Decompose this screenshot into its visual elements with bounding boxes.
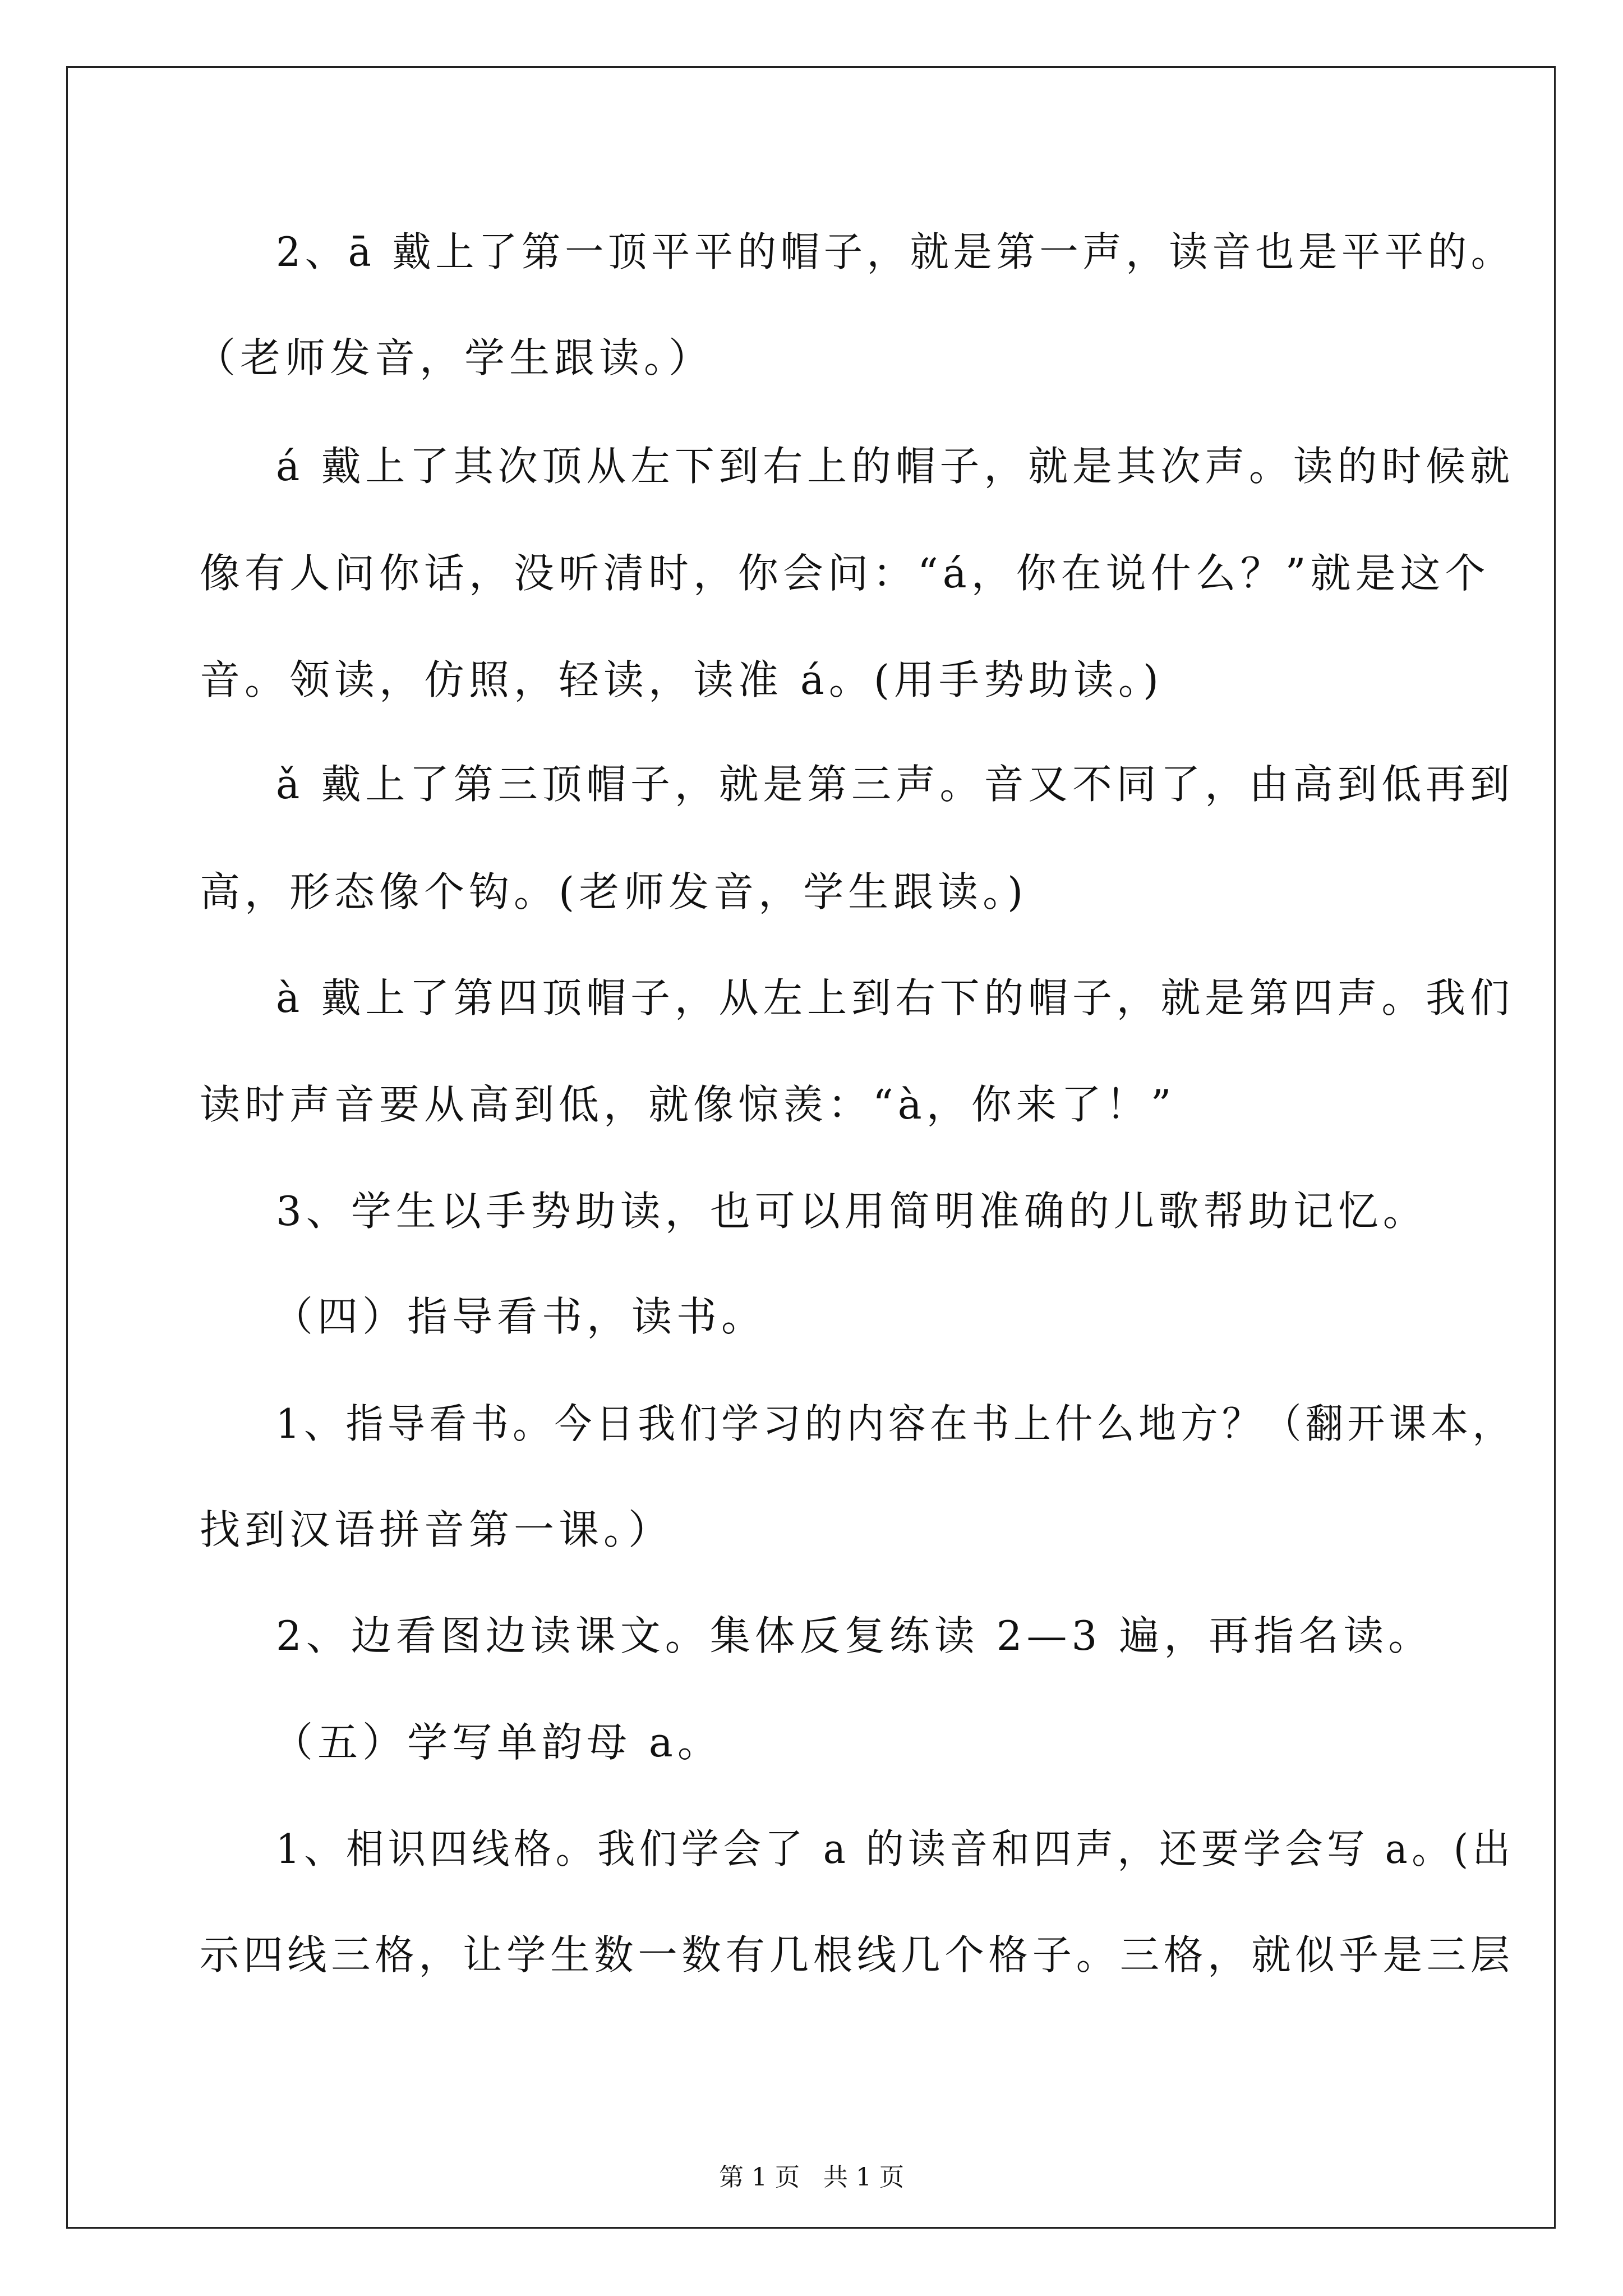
text-line-12: 1、指导看书。今日我们学习的内容在书上什么地方？（翻开课本， <box>276 1400 1514 1447</box>
page-footer <box>0 2157 1623 2193</box>
text-line-15: （五）学写单韵母 a。 <box>273 1719 722 1766</box>
text-line-4: 像有人问你话，没听清时，你会问：“á，你在说什么？”就是这个 <box>200 550 1490 597</box>
text-line-17: 示四线三格，让学生数一数有几根线几个格子。三格，就似乎是三层 <box>200 1931 1515 1978</box>
text-line-13: 找到汉语拼音第一课。） <box>200 1506 674 1553</box>
total-pages: 共 1 页 <box>823 2163 904 2192</box>
text-line-2: （老师发音，学生跟读。） <box>195 334 714 381</box>
text-line-9: 读时声音要从高到低，就像惊羡：“à，你来了！” <box>200 1081 1176 1128</box>
page-border <box>66 66 1556 2229</box>
text-line-11: （四）指导看书，读书。 <box>273 1293 767 1340</box>
text-line-7: 高，形态像个钩。(老师发音，学生跟读。) <box>200 868 1028 915</box>
text-line-10: 3、学生以手势助读，也可以用简明准确的儿歌帮助记忆。 <box>276 1188 1428 1235</box>
page-number: 第 1 页 <box>719 2163 800 2192</box>
text-line-3: á 戴上了其次顶从左下到右上的帽子，就是其次声。读的时候就 <box>276 443 1514 490</box>
text-line-1: 2、ā 戴上了第一顶平平的帽子，就是第一声，读音也是平平的。 <box>276 228 1514 275</box>
text-line-16: 1、相识四线格。我们学会了 a 的读音和四声，还要学会写 a。(出 <box>276 1825 1515 1872</box>
text-line-8: à 戴上了第四顶帽子，从左上到右下的帽子，就是第四声。我们 <box>276 974 1514 1022</box>
text-line-14: 2、边看图边读课文。集体反复练读 2—3 遍，再指名读。 <box>276 1612 1433 1659</box>
text-line-5: 音。领读，仿照，轻读，读准 á。(用手势助读。) <box>200 656 1163 703</box>
text-line-6: ǎ 戴上了第三顶帽子，就是第三声。音又不同了，由高到低再到 <box>276 761 1514 808</box>
